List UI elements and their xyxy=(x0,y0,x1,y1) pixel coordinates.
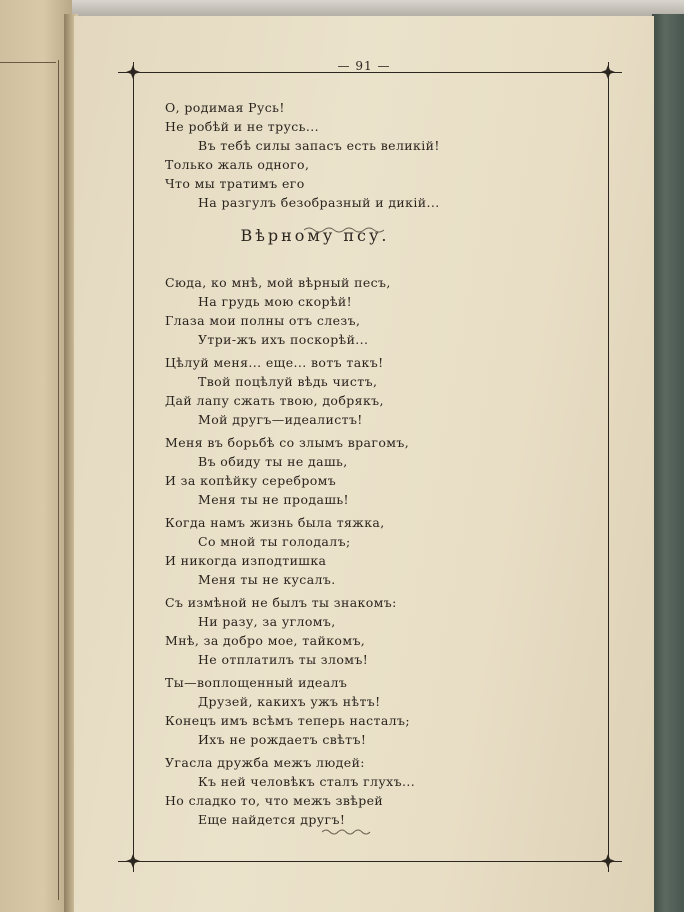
verse-line: Но сладко то, что межъ звѣрей xyxy=(165,793,384,808)
verse-line: И никогда изподтишка xyxy=(165,553,327,568)
frame-extension-bottom xyxy=(118,861,622,862)
verse-line: Къ ней человѣкъ сталъ глухъ... xyxy=(198,774,416,789)
left-page xyxy=(0,0,72,912)
verse-line: Утри-жъ ихъ поскорѣй... xyxy=(198,332,369,347)
corner-ornament-icon xyxy=(125,853,141,869)
verse-line: И за копѣйку серебромъ xyxy=(165,473,337,488)
corner-ornament-icon xyxy=(600,853,616,869)
frame-extension-top xyxy=(118,72,622,73)
verse-line: Когда намъ жизнь была тяжка, xyxy=(165,515,385,530)
verse-line: На грудь мою скорѣй! xyxy=(198,294,353,309)
verse-line: Меня въ борьбѣ со злымъ врагомъ, xyxy=(165,435,410,450)
left-page-frame xyxy=(0,60,59,900)
verse-line: Конецъ имъ всѣмъ теперь насталъ; xyxy=(165,713,410,728)
verse-line: Не робѣй и не трусь... xyxy=(165,119,319,134)
page-number: — 91 — xyxy=(337,59,391,73)
verse-line: Съ измѣной не былъ ты знакомъ: xyxy=(165,595,397,610)
verse-line: О, родимая Русь! xyxy=(165,100,285,115)
verse-line: На разгулъ безобразный и дикій... xyxy=(198,195,440,210)
left-page-rule xyxy=(0,62,56,63)
verse-line: Глаза мои полны отъ слезъ, xyxy=(165,313,361,328)
book-binding xyxy=(652,14,684,912)
frame-extension-left xyxy=(133,62,134,872)
verse-line: Что мы тратимъ его xyxy=(165,176,305,191)
verse-line: Цѣлуй меня... еще... вотъ такъ! xyxy=(165,355,384,370)
verse-line: Мнѣ, за добро мое, тайкомъ, xyxy=(165,633,366,648)
poem-title: Вѣрному псу. xyxy=(240,226,390,245)
verse-line: Только жаль одного, xyxy=(165,157,310,172)
verse-line: Сюда, ко мнѣ, мой вѣрный песъ, xyxy=(165,275,391,290)
verse-line: Въ обиду ты не дашь, xyxy=(198,454,348,469)
poem-2 xyxy=(165,273,465,829)
end-ornament-icon xyxy=(322,828,372,836)
verse-line: Меня ты не продашь! xyxy=(198,492,349,507)
verse-line: Меня ты не кусалъ. xyxy=(198,572,336,587)
frame-extension-right xyxy=(608,62,609,872)
verse-line: Мой другъ—идеалистъ! xyxy=(198,412,363,427)
verse-line: Дай лапу сжать твою, добрякъ, xyxy=(165,393,384,408)
verse-line: Ни разу, за угломъ, xyxy=(198,614,336,629)
verse-line: Друзей, какихъ ужъ нѣтъ! xyxy=(198,694,381,709)
verse-line: Еще найдется другъ! xyxy=(198,812,346,827)
corner-ornament-icon xyxy=(600,64,616,80)
verse-line: Твой поцѣлуй вѣдь чистъ, xyxy=(198,374,378,389)
verse-line: Со мной ты голодалъ; xyxy=(198,534,351,549)
poem-1 xyxy=(165,98,465,212)
verse-line: Не отплатилъ ты зломъ! xyxy=(198,652,369,667)
verse-line: Угасла дружба межъ людей: xyxy=(165,755,365,770)
verse-line: Ты—воплощенный идеалъ xyxy=(165,675,348,690)
corner-ornament-icon xyxy=(125,64,141,80)
verse-line: Ихъ не рождаетъ свѣтъ! xyxy=(198,732,367,747)
verse-line: Въ тебѣ силы запасъ есть великій! xyxy=(198,138,440,153)
